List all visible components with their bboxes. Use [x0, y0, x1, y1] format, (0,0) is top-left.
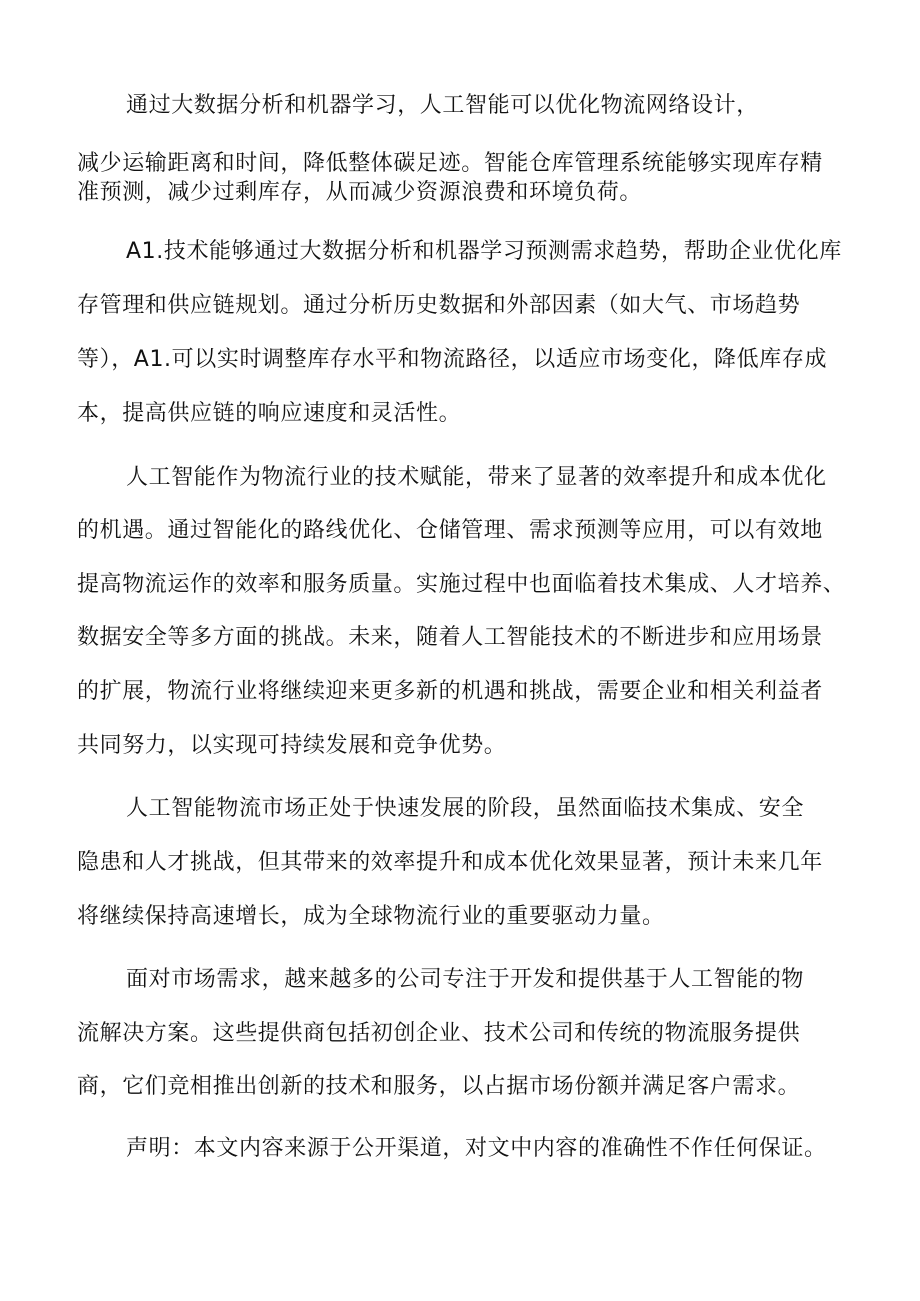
disclaimer-line: 声明：本文内容来源于公开渠道，对文中内容的准确性不作任何保证。: [126, 1136, 827, 1161]
paragraph-3-line-1: 人工智能作为物流行业的技术赋能，带来了显著的效率提升和成本优化: [126, 465, 827, 490]
paragraph-3-line-4: 数据安全等多方面的挑战。未来，随着人工智能技术的不断进步和应用场景: [77, 625, 823, 650]
paragraph-3-line-2: 的机遇。通过智能化的路线优化、仓储管理、需求预测等应用，可以有效地: [77, 518, 823, 543]
paragraph-2-line-2: 存管理和供应链规划。通过分析历史数据和外部因素（如大气、市场趋势: [77, 293, 801, 318]
paragraph-5-line-3: 商，它们竞相推出创新的技术和服务，以占据市场份额并满足客户需求。: [77, 1074, 801, 1099]
paragraph-3-line-3: 提高物流运作的效率和服务质量。实施过程中也面临着技术集成、人才培养、: [77, 572, 846, 597]
paragraph-1-line-1: 通过大数据分析和机器学习，人工智能可以优化物流网络设计，: [126, 93, 759, 118]
paragraph-2-line-4: 本，提高供应链的响应速度和灵活性。: [77, 401, 462, 426]
paragraph-5-line-1: 面对市场需求，越来越多的公司专注于开发和提供基于人工智能的物: [126, 967, 805, 992]
paragraph-3-line-5: 的扩展，物流行业将继续迎来更多新的机遇和挑战，需要企业和相关利益者: [77, 679, 823, 704]
paragraph-3-line-6: 共同努力，以实现可持续发展和竞争优势。: [77, 733, 507, 758]
paragraph-1-line-2: 减少运输距离和时间，降低整体碳足迹。智能仓库管理系统能够实现库存精: [77, 151, 823, 176]
paragraph-4-line-3: 将继续保持高速增长，成为全球物流行业的重要驱动力量。: [77, 904, 665, 929]
paragraph-5-line-2: 流解决方案。这些提供商包括初创企业、技术公司和传统的物流服务提供: [77, 1021, 801, 1046]
paragraph-1-line-3: 准预测，减少过剩库存，从而减少资源浪费和环境负荷。: [77, 180, 643, 205]
paragraph-4-line-2: 隐患和人才挑战，但其带来的效率提升和成本优化效果显著，预计未来几年: [77, 850, 823, 875]
paragraph-4-line-1: 人工智能物流市场正处于快速发展的阶段，虽然面临技术集成、安全: [126, 796, 805, 821]
paragraph-2-line-1: A1.技术能够通过大数据分析和机器学习预测需求趋势，帮助企业优化库: [126, 239, 842, 264]
paragraph-2-line-3: 等），A1.可以实时调整库存水平和物流路径，以适应市场变化，降低库存成: [77, 347, 828, 372]
